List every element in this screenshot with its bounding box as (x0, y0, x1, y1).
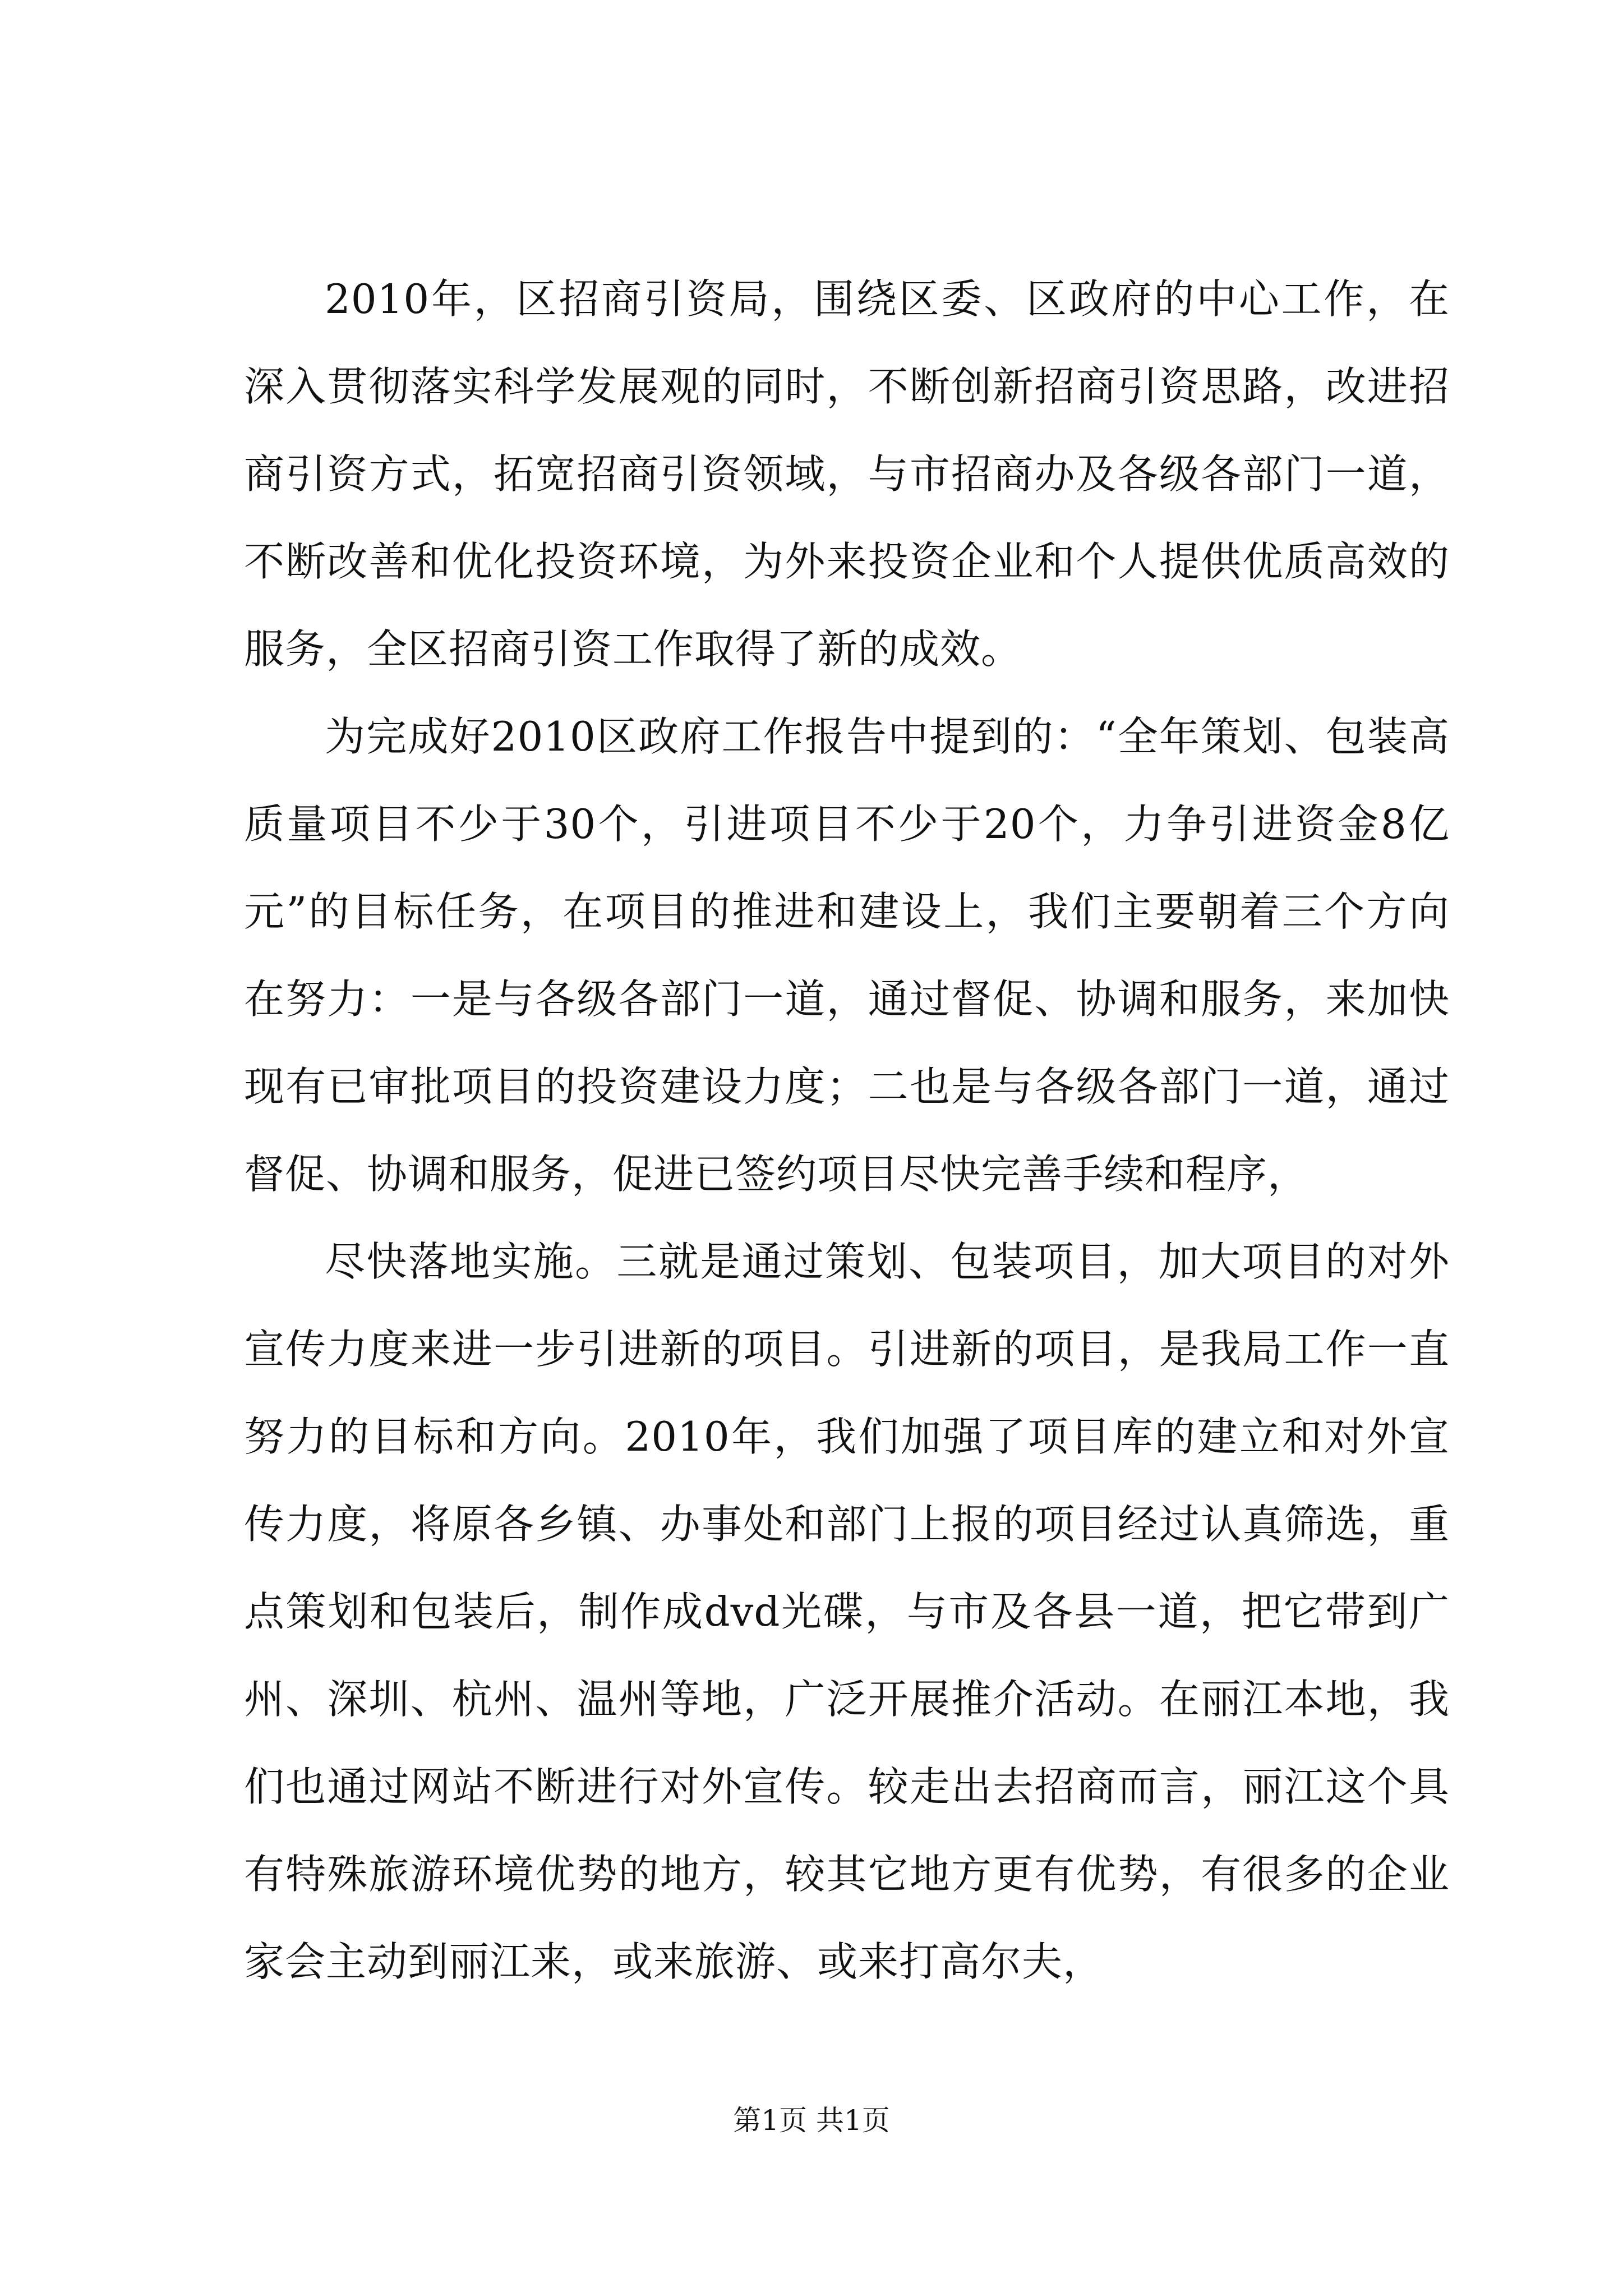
paragraph-3: 尽快落地实施。三就是通过策划、包装项目，加大项目的对外宣传力度来进一步引进新的项目。引进新的项目，是我局工作一直努力的目标和方向。2010年，我们加强了项目库的建立和对外宣传力度，将原各乡镇、办事处和部门上报的项目经过认真筛选，重点策划和包装后，制作成dvd光碟，与市及各县一道，把它带到广州、深圳、杭州、温州等地，广泛开展推介活动。在丽江本地，我们也通过网站不断进行对外宣传。较走出去招商而言，丽江这个具有特殊旅游环境优势的地方，较其它地方更有优势，有很多的企业家会主动到丽江来，或来旅游、或来打高尔夫， (244, 1238, 1450, 1985)
document-body (244, 255, 1450, 2005)
paragraph-2: 为完成好2010区政府工作报告中提到的：“全年策划、包装高质量项目不少于30个，引进项目不少于20个，力争引进资金8亿元”的目标任务，在项目的推进和建设上，我们主要朝着三个方向在努力：一是与各级各部门一道，通过督促、协调和服务，来加快现有已审批项目的投资建设力度；二也是与各级各部门一道，通过督促、协调和服务，促进已签约项目尽快完善手续和程序， (244, 713, 1450, 1198)
paragraph-1: 2010年，区招商引资局，围绕区委、区政府的中心工作，在深入贯彻落实科学发展观的同时，不断创新招商引资思路，改进招商引资方式，拓宽招商引资领域，与市招商办及各级各部门一道，不断改善和优化投资环境，为外来投资企业和个人提供优质高效的服务，全区招商引资工作取得了新的成效。 (244, 275, 1450, 673)
page-number-footer: 第1页 共1页 (733, 2104, 890, 2137)
